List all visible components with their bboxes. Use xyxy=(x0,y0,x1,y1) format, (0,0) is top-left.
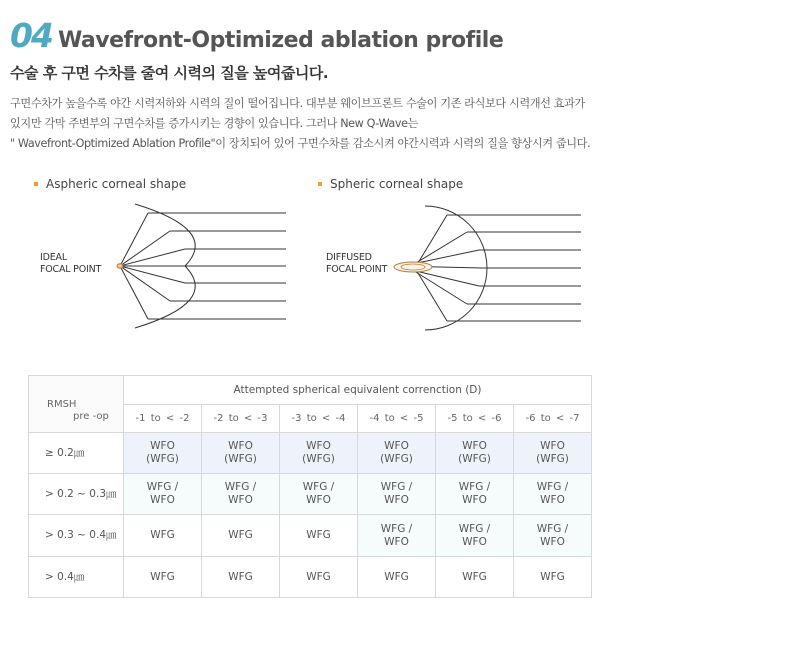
ray xyxy=(120,266,148,319)
table-cell: WFG xyxy=(202,515,280,557)
focal-point-icon xyxy=(117,264,123,268)
table-cell: WFG xyxy=(280,557,358,598)
section-heading xyxy=(10,16,503,56)
section-number: 04 xyxy=(10,16,52,55)
range-header: -2 to < -3 xyxy=(202,405,280,433)
table-cell: WFG / WFO xyxy=(124,474,202,515)
table-cell: WFG / WFO xyxy=(436,474,514,515)
spheric-diagram xyxy=(385,200,590,335)
aspheric-diagram xyxy=(100,200,300,330)
table-cell: WFG / WFO xyxy=(514,515,592,557)
row-header: > 0.3 ~ 0.4㎛ xyxy=(29,515,124,557)
section-subtitle: 수술 후 구면 수차를 줄여 시력의 질을 높여줍니다. xyxy=(10,64,329,82)
range-header: -6 to < -7 xyxy=(514,405,592,433)
table-cell: WFG xyxy=(124,557,202,598)
diffused-focal-icon xyxy=(394,262,432,272)
ray xyxy=(411,232,467,266)
description xyxy=(10,94,670,154)
spheric-label: Spheric corneal shape xyxy=(318,177,463,191)
diffused-focal-label: DIFFUSED FOCAL POINT xyxy=(326,252,388,275)
table-cell: WFO (WFG) xyxy=(514,433,592,474)
range-header: -3 to < -4 xyxy=(280,405,358,433)
ray xyxy=(120,231,170,266)
ray xyxy=(415,268,447,321)
table-cell: WFG xyxy=(124,515,202,557)
ray xyxy=(120,249,185,266)
wfo-wfg-table xyxy=(28,375,592,598)
range-header: -4 to < -5 xyxy=(358,405,436,433)
table-cell: WFG / WFO xyxy=(358,515,436,557)
description-line: " Wavefront-Optimized Ablation Profile"이 장치되어 있어 구면수차를 감소시켜 야간시력과 시력의 질을 향상시켜 줍니다. xyxy=(10,137,591,150)
table-cell: WFG / WFO xyxy=(436,515,514,557)
table-row xyxy=(29,557,592,598)
ray xyxy=(120,266,185,283)
table-cell: WFG xyxy=(358,557,436,598)
table-cell: WFG xyxy=(514,557,592,598)
table-row xyxy=(29,474,592,515)
table-top-header: Attempted spherical equivalent correnction (D) xyxy=(124,376,592,405)
table-cell: WFG xyxy=(202,557,280,598)
row-header: ≥ 0.2㎛ xyxy=(29,433,124,474)
aspheric-label: Aspheric corneal shape xyxy=(34,177,186,191)
ray xyxy=(120,213,148,266)
ray xyxy=(411,269,467,304)
table-cell: WFO (WFG) xyxy=(436,433,514,474)
table-cell: WFO (WFG) xyxy=(280,433,358,474)
table-row xyxy=(29,515,592,557)
table-corner: RMSH pre -op xyxy=(29,376,124,433)
description-line: 있지만 각막 주변부의 구면수차를 증가시키는 경향이 있습니다. 그러나 New Q-Wave는 xyxy=(10,117,418,130)
table-cell: WFG / WFO xyxy=(202,474,280,515)
table-cell: WFO (WFG) xyxy=(202,433,280,474)
ideal-focal-label: IDEAL FOCAL POINT xyxy=(40,252,102,275)
table-cell: WFO (WFG) xyxy=(358,433,436,474)
table-cell: WFG xyxy=(280,515,358,557)
row-header: > 0.2 ~ 0.3㎛ xyxy=(29,474,124,515)
table-cell: WFG xyxy=(436,557,514,598)
table-cell: WFG / WFO xyxy=(514,474,592,515)
row-header: > 0.4㎛ xyxy=(29,557,124,598)
bullet-icon xyxy=(318,182,322,186)
ray xyxy=(120,266,170,301)
table-cell: WFG / WFO xyxy=(280,474,358,515)
table-row xyxy=(29,433,592,474)
table-cell: WFG / WFO xyxy=(358,474,436,515)
range-header: -5 to < -6 xyxy=(436,405,514,433)
section-title: Wavefront-Optimized ablation profile xyxy=(57,28,504,53)
range-header: -1 to < -2 xyxy=(124,405,202,433)
table-cell: WFO (WFG) xyxy=(124,433,202,474)
bullet-icon xyxy=(34,182,38,186)
description-line: 구면수차가 높을수록 야간 시력저하와 시력의 질이 떨어집니다. 대부분 웨이브프론트 수술이 기존 라식보다 시력개선 효과가 xyxy=(10,97,585,110)
